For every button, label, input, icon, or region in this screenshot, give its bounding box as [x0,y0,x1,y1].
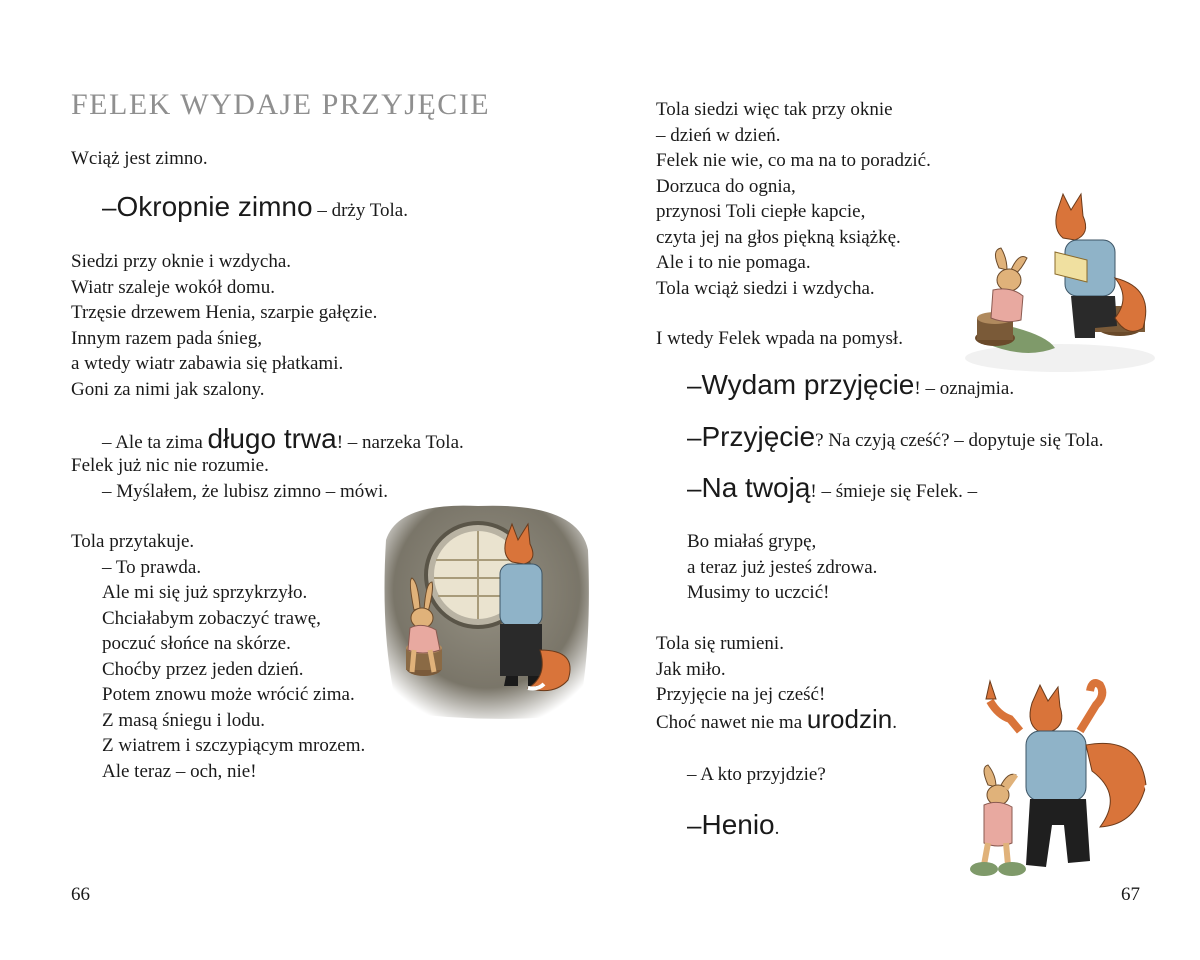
intro-line: Wciąż jest zimno. [71,148,208,169]
line-start: Choć nawet nie ma [656,712,807,733]
text-line: Felek nie wie, co ma na to poradzić. [656,150,931,171]
text-line: Z masą śniegu i lodu. [102,709,266,731]
text-line: Ale teraz – och, nie! [102,760,257,782]
line-rest: – drży Tola. [312,200,408,221]
shout-line-2 [687,422,1104,453]
text-line: Innym razem pada śnieg, [71,327,262,349]
emphasized-words: Przyjęcie [701,421,816,452]
fox-reading-to-rabbit-illustration [955,178,1165,378]
text-line: Ale mi się już sprzykrzyło. [102,582,308,603]
text-line: Choćby przez jeden dzień. [102,658,304,680]
page-number: 67 [1121,884,1140,905]
text-line: – Myślałem, że lubisz zimno – mówi. [102,480,389,502]
right-page [600,0,1200,960]
text-line: I wtedy Felek wpada na pomysł. [656,328,903,349]
line-rest: ? Na czyją cześć? – dopytuje się Tola. [815,430,1104,451]
page-number: 66 [71,884,90,905]
text-line: Tola siedzi więc tak przy oknie [656,99,893,120]
text-line: Felek już nic nie rozumie. [71,455,269,476]
text-line: poczuć słońce na skórze. [102,633,291,654]
text-line: przynosi Toli ciepłe kapcie, [656,201,866,222]
text-line: – To prawda. [102,556,202,578]
chapter-title: FELEK WYDAJE PRZYJĘCIE [71,88,491,121]
shout-line-3 [687,473,977,504]
text-line: Dorzuca do ognia, [656,175,796,197]
text-line: – A kto przyjdzie? [687,764,826,785]
text-line: Potem znowu może wrócić zima. [102,684,355,705]
text-line: Goni za nimi jak szalony. [71,378,265,400]
emphasized-words: Henio [701,809,775,840]
dash: – [687,473,702,503]
text-line: Bo miałaś grypę, [687,531,817,552]
shout-line-1 [102,192,408,223]
text-line: Tola przytakuje. [71,531,195,552]
emphasized-words: Wydam przyjęcie [701,369,915,400]
text-line: czyta jej na głos piękną książkę. [656,226,901,248]
fox-and-rabbit-at-window-illustration [378,500,593,725]
line-start: – Ale ta zima [102,432,208,453]
line-rest: ! – narzeka Tola. [336,432,464,453]
line-rest: . [892,712,897,733]
emphasized-words: długo trwa [207,423,337,454]
text-line: Tola wciąż siedzi i wzdycha. [656,277,875,299]
dash: – [687,422,702,452]
fox-and-rabbit-cheering-illustration [940,675,1170,900]
dash: – [687,810,702,840]
text-line: a teraz już jesteś zdrowa. [687,556,878,578]
text-line: Przyjęcie na jej cześć! [656,684,826,705]
line-rest: ! – śmieje się Felek. – [810,481,978,502]
text-line: Ale i to nie pomaga. [656,252,811,273]
text-line: Musimy to uczcić! [687,582,830,603]
line-rest: ! – oznajmia. [914,378,1015,399]
text-line: a wtedy wiatr zabawia się płatkami. [71,353,344,374]
emphasized-words: Okropnie zimno [116,191,313,222]
text-line: – dzień w dzień. [656,124,781,146]
emphasized-words: urodzin [806,704,893,734]
emphasized-words: Na twoją [701,472,811,503]
text-line: Trzęsie drzewem Henia, szarpie gałęzie. [71,302,378,323]
text-line: Tola się rumieni. [656,633,784,654]
text-line: Siedzi przy oknie i wzdycha. [71,251,292,272]
answer-line [687,810,779,841]
text-line-emphasis [656,704,897,734]
dash: – [687,370,702,400]
dialog-line-1 [102,424,464,454]
text-line: Chciałabym zobaczyć trawę, [102,607,321,629]
line-rest: . [774,818,780,839]
text-line: Z wiatrem i szczypiącym mrozem. [102,735,366,756]
text-line: Wiatr szaleje wokół domu. [71,276,275,298]
text-line: Jak miło. [656,658,726,680]
dash: – [102,192,117,222]
